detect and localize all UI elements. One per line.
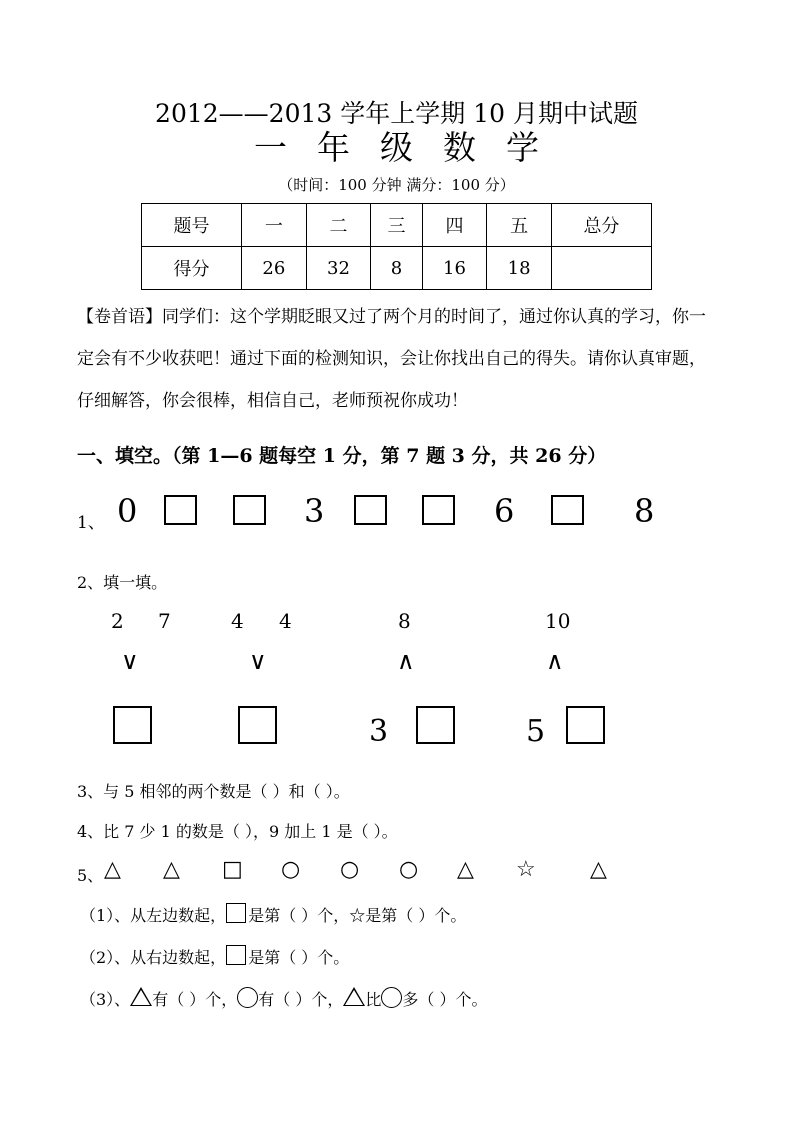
question-5-label: 5、 — [77, 866, 104, 885]
exam-subject-title: 一年级数学 — [254, 128, 569, 167]
section-heading: 一、填空。（第 1—6 题每空 1 分，第 7 题 3 分，共 26 分） — [77, 445, 607, 467]
question-1-label: 1、 — [77, 513, 105, 533]
question-5-sub-2 — [80, 945, 349, 968]
square-icon — [226, 903, 246, 923]
split-number: 8 — [398, 609, 411, 633]
answer-box[interactable] — [416, 706, 455, 744]
down-mark-icon: ∨ — [249, 647, 267, 675]
table-cell: 四 — [422, 204, 487, 247]
circle-icon: ○ — [281, 857, 301, 882]
question-4: 4、比 7 少 1 的数是（ ），9 加上 1 是（ ）。 — [77, 822, 398, 841]
sub-question-text: （3）、 — [80, 990, 131, 1009]
answer-box[interactable] — [164, 495, 197, 525]
answer-box[interactable] — [233, 495, 266, 525]
star-icon: ☆ — [516, 857, 536, 882]
table-cell: 得分 — [142, 247, 242, 290]
question-2-label: 2、填一填。 — [77, 573, 168, 592]
split-number: 2 — [111, 609, 124, 633]
table-cell: 32 — [306, 247, 371, 290]
triangle-icon: △ — [163, 857, 180, 882]
table-row — [142, 247, 652, 290]
table-cell: 18 — [487, 247, 552, 290]
table-cell: 题号 — [142, 204, 242, 247]
circle-icon — [237, 987, 258, 1008]
intro-tag: 【卷首语】 — [77, 307, 162, 327]
table-cell: 一 — [242, 204, 307, 247]
sequence-number: 3 — [304, 492, 325, 530]
sequence-number: 6 — [494, 492, 515, 530]
table-cell: 三 — [371, 204, 422, 247]
intro-paragraph — [77, 296, 717, 422]
square-icon: □ — [222, 857, 243, 882]
circle-icon: ○ — [340, 857, 360, 882]
sequence-number: 8 — [634, 492, 655, 530]
answer-box[interactable] — [551, 495, 584, 525]
sub-question-text: （2）、从右边数起， — [80, 948, 227, 967]
circle-icon — [381, 987, 402, 1008]
table-cell: 总分 — [551, 204, 651, 247]
sub-question-text: （1）、从左边数起， — [80, 906, 227, 925]
table-cell — [551, 247, 651, 290]
question-3: 3、与 5 相邻的两个数是（ ）和（ ）。 — [77, 782, 350, 801]
triangle-icon — [343, 987, 365, 1006]
sub-question-text: 有（ ）个， — [152, 990, 238, 1009]
intro-text: 同学们：这个学期眨眼又过了两个月的时间了，通过你认真的学习，你一定会有不少收获吧！通过下面的检测知识，会让你找出自己的得失。请你认真审题，仔细解答，你会很棒，相信自己，老师预祝你成功！ — [77, 307, 706, 411]
score-table — [141, 203, 652, 290]
triangle-icon: △ — [104, 857, 121, 882]
triangle-icon: △ — [457, 857, 474, 882]
table-cell: 五 — [487, 204, 552, 247]
sub-question-text: 有（ ）个， — [258, 990, 344, 1009]
down-mark-icon: ∨ — [121, 647, 139, 675]
sub-question-text: 是第（ ）个，☆是第（ ）个。 — [248, 906, 467, 925]
answer-box[interactable] — [422, 495, 455, 525]
up-mark-icon: ∧ — [546, 647, 564, 675]
exam-title: 2012——2013 学年上学期 10 月期中试题 — [155, 99, 638, 128]
answer-box[interactable] — [354, 495, 387, 525]
answer-box[interactable] — [238, 706, 277, 744]
circle-icon: ○ — [399, 857, 419, 882]
table-cell: 二 — [306, 204, 371, 247]
split-number: 4 — [231, 609, 244, 633]
sub-question-text: 多（ ）个。 — [402, 990, 488, 1009]
sequence-number: 0 — [117, 492, 138, 530]
table-cell: 16 — [422, 247, 487, 290]
split-number: 7 — [158, 609, 171, 633]
square-icon — [226, 945, 246, 965]
answer-box[interactable] — [566, 706, 605, 744]
triangle-icon: △ — [590, 857, 607, 882]
exam-time-info: （时间：100 分钟 满分：100 分） — [278, 176, 515, 194]
sub-question-text: 比 — [365, 990, 382, 1009]
split-number: 4 — [279, 609, 292, 633]
table-cell: 26 — [242, 247, 307, 290]
question-5-sub-3 — [80, 987, 487, 1010]
answer-box[interactable] — [113, 706, 152, 744]
question-5-sub-1 — [80, 903, 466, 926]
split-number: 5 — [526, 714, 546, 749]
split-number: 3 — [369, 714, 389, 749]
up-mark-icon: ∧ — [397, 647, 415, 675]
sub-question-text: 是第（ ）个。 — [248, 948, 350, 967]
table-cell: 8 — [371, 247, 422, 290]
split-number: 10 — [545, 609, 571, 633]
table-row — [142, 204, 652, 247]
triangle-icon — [130, 987, 152, 1006]
